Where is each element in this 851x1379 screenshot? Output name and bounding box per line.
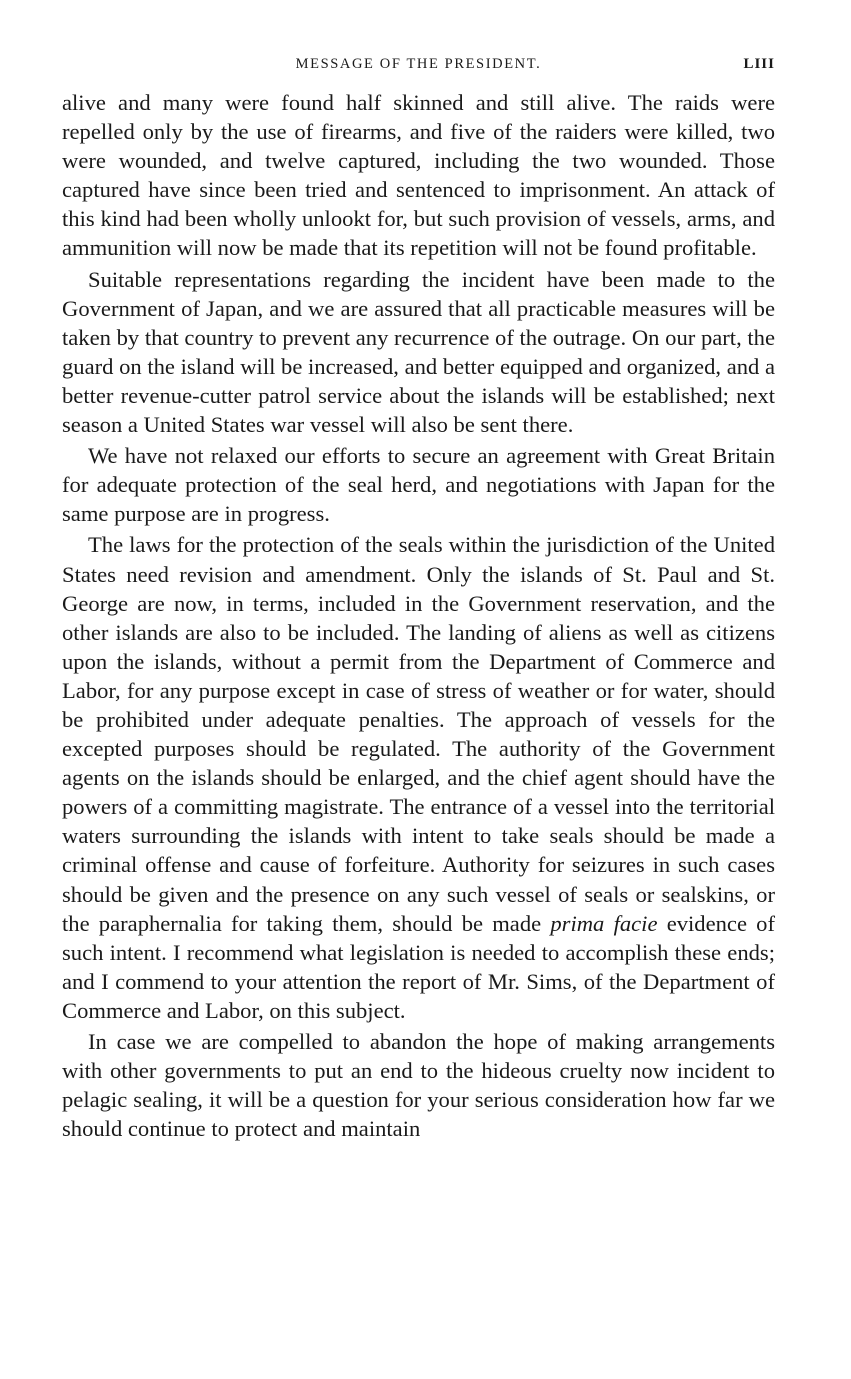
paragraph-1: alive and many were found half skinned and still alive. The raids were repelled only by the use of firearms, and five of the raiders were killed, two were wounded, and twelve captured, including the two wounded. Those captured have since been tried and sentenced to imprisonment. An attack of this kind had been wholly unlookt for, but such provision of vessels, arms, and ammunition will now be made that its repetition will not be found profitable. — [62, 90, 775, 261]
paragraph-3: We have not relaxed our efforts to secure an agreement with Great Britain for adequate protection of the seal herd, and negotiations with Japan for the same purpose are in progress. — [62, 443, 775, 527]
page-number: LIII — [743, 56, 775, 72]
paragraph-5: In case we are compelled to abandon the hope of making arrangements with other governments to put an end to the hideous cruelty now incident to pelagic sealing, it will be a question for your serious consideration how far we should continue to protect and maintain — [62, 1029, 775, 1142]
paragraph-4 — [62, 530, 775, 1025]
paragraph-4-text-before: The laws for the protection of the seals within the jurisdiction of the United States need revision and amendment. Only the islands of St. Paul and St. George are now, in terms, included in the Government reservation, and the other islands are also to be included. The landing of aliens as well as citizens upon the islands, without a permit from the Department of Commerce and Labor, for any purpose except in case of stress of weather or for water, should be prohibited under adequate penalties. The approach of vessels for the excepted purposes should be regulated. The authority of the Government agents on the islands should be enlarged, and the chief agent should have the powers of a committing magistrate. The entrance of a vessel into the territorial waters surrounding the islands with intent to take seals should be made a criminal offense and cause of forfeiture. Authority for seizures in such cases should be given and the presence on any such vessel of seals or sealskins, or the paraphernalia for taking them, should be made — [62, 532, 775, 936]
paragraph-2: Suitable representations regarding the incident have been made to the Government of Japan, and we are assured that all practicable measures will be taken by that country to prevent any recurrence of the outrage. On our part, the guard on the island will be increased, and better equipped and organized, and a better revenue-cutter patrol service about the islands will be established; next season a United States war vessel will also be sent there. — [62, 266, 775, 438]
running-title: MESSAGE OF THE PRESIDENT. — [295, 56, 542, 72]
paragraph-4-text-after: evidence of such intent. I recommend what legislation is needed to accomplish these ends; and I commend to your attention the report of Mr. Sims, of the Department of Commerce and Labor, on this subject. — [62, 910, 776, 1023]
paragraph-4-italic-phrase: prima facie — [550, 910, 658, 936]
body-text — [62, 88, 775, 1143]
running-header — [62, 52, 775, 76]
document-page — [62, 0, 775, 1379]
